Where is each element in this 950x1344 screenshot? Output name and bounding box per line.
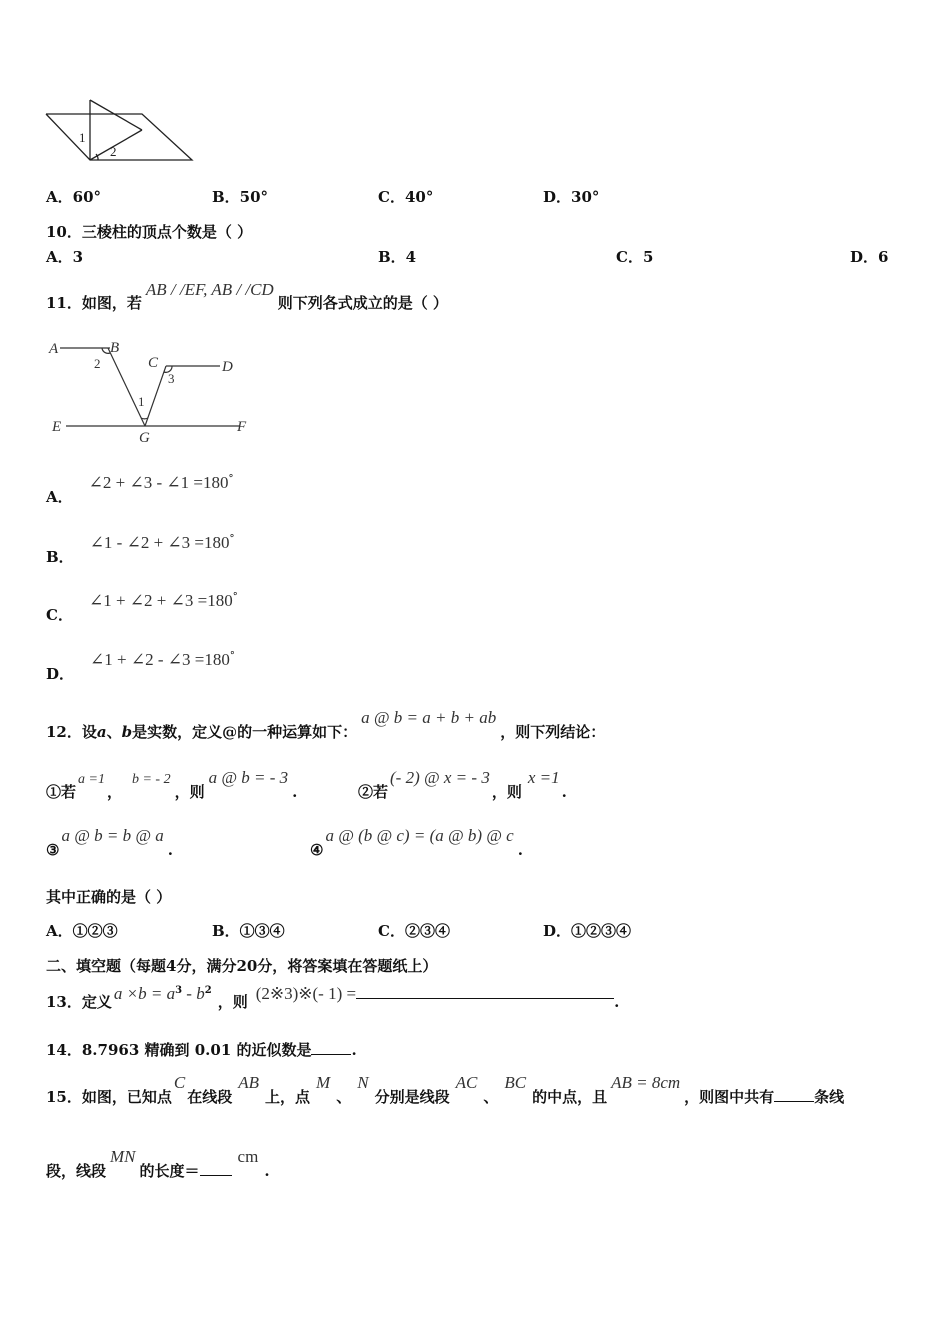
q12-s1-comma: ， xyxy=(106,783,122,801)
q11-option-b-degree: ° xyxy=(229,533,235,545)
q13-expr: (2※3)※(- 1) = xyxy=(255,984,357,1003)
q12-stem-mid: 是实数，定义@的一种运算如下： xyxy=(132,723,358,741)
q15-l2-pre: 段，线段 xyxy=(46,1162,107,1180)
q9-option-d[interactable]: D．30° xyxy=(543,188,600,206)
q12-statement-2 xyxy=(358,767,567,801)
q15-pre: 15．如图，已知点 xyxy=(46,1088,172,1106)
q15-line-2 xyxy=(46,1146,270,1180)
q15-answer-blank-2[interactable] xyxy=(200,1161,232,1176)
q10-option-c[interactable]: C．5 xyxy=(616,248,654,266)
q12-statement-1 xyxy=(46,767,298,801)
q12-var-a: a xyxy=(96,723,107,741)
q12-statement-4 xyxy=(310,826,523,859)
q11-option-c-degree: ° xyxy=(232,591,238,603)
q12-stem-pre: 12．设 xyxy=(46,723,97,741)
q12-correct-prompt: 其中正确的是（ ） xyxy=(46,888,172,906)
q15-t5: ，则图中共有 xyxy=(684,1088,775,1106)
q11-angle-1-arc xyxy=(141,418,148,419)
q11-option-a-expr: ∠2 + ∠3 - ∠1 =180 xyxy=(88,473,229,492)
q15-t3: 分别是线段 xyxy=(374,1088,450,1106)
q12-option-a[interactable]: A．①②③ xyxy=(46,922,118,940)
q9-parallelogram xyxy=(46,114,192,160)
q12-option-d[interactable]: D．①②③④ xyxy=(543,922,632,940)
q15-length: AB = 8cm xyxy=(611,1073,681,1092)
q11-label-f: F xyxy=(237,419,247,435)
q11-option-c[interactable] xyxy=(46,590,238,624)
q10-option-a[interactable]: A．3 xyxy=(46,248,84,266)
q11-condition: AB / /EF, AB / /CD xyxy=(145,280,274,299)
q15-sep-2: 、 xyxy=(483,1088,499,1106)
q10-option-d[interactable]: D．6 xyxy=(850,248,889,266)
q11-option-d-label: D． xyxy=(46,665,75,683)
q11-stem-post: 则下列各式成立的是（ ） xyxy=(277,294,448,312)
q13-def-mid: - b xyxy=(182,984,205,1003)
q12-s1-pre: ①若 xyxy=(46,783,77,801)
q15-t6: 条线 xyxy=(814,1088,845,1106)
q11-option-a[interactable] xyxy=(46,472,234,506)
q12-s4-period: . xyxy=(517,841,523,859)
q11-label-1: 1 xyxy=(138,394,145,409)
q12-s2-condition: (- 2) @ x = - 3 xyxy=(390,768,490,787)
q13-end: . xyxy=(614,993,620,1011)
q11-stem-pre: 11．如图，若 xyxy=(46,294,142,312)
q11-option-d[interactable] xyxy=(46,649,235,683)
q11-line-bg xyxy=(108,348,145,426)
q12-s2-then: ，则 xyxy=(491,783,522,801)
q11-label-2: 2 xyxy=(94,356,101,371)
q15-l2-mid: 的长度＝ xyxy=(139,1162,200,1180)
q15-answer-blank-1[interactable] xyxy=(774,1087,814,1102)
q15-unit: cm xyxy=(237,1147,259,1166)
q11-label-b: B xyxy=(110,340,120,356)
q10-stem: 10．三棱柱的顶点个数是（ ） xyxy=(46,223,253,241)
q15-point-c: C xyxy=(173,1073,186,1092)
q13-def-left: a ×b = a xyxy=(113,984,176,1003)
q13-answer-blank[interactable] xyxy=(356,984,614,999)
q11-option-b[interactable] xyxy=(46,532,235,566)
q13-pre: 13．定义 xyxy=(46,993,112,1011)
q11-option-b-expr: ∠1 - ∠2 + ∠3 =180 xyxy=(89,533,230,552)
q11-option-c-expr: ∠1 + ∠2 + ∠3 =180 xyxy=(88,591,233,610)
q15-point-n: N xyxy=(357,1073,369,1092)
q11-label-d: D xyxy=(222,359,233,375)
q12-s1-then: ，则 xyxy=(174,783,205,801)
q15-segment-ab: AB xyxy=(238,1073,260,1092)
q11-label-c: C xyxy=(148,355,159,371)
q15-segment-ac: AC xyxy=(455,1073,478,1092)
q12-s1-period: . xyxy=(292,783,298,801)
q12-s2-period: . xyxy=(561,783,567,801)
q9-option-c[interactable]: C．40° xyxy=(378,188,434,206)
q12-var-b: b xyxy=(121,723,133,741)
q13-def-exp2: 2 xyxy=(204,985,212,996)
q15-segment-mn: MN xyxy=(110,1147,136,1166)
q14-end: . xyxy=(351,1041,357,1059)
q9-figure xyxy=(40,94,200,166)
q9-triangle-top xyxy=(90,100,142,130)
q11-option-a-label: A． xyxy=(46,488,73,506)
q12-s4-expr: a @ (b @ c) = (a @ b) @ c xyxy=(325,826,514,845)
q12-statement-3 xyxy=(46,826,173,859)
q10-option-b[interactable]: B．4 xyxy=(378,248,417,266)
q11-label-e: E xyxy=(52,419,62,435)
q11-label-a: A xyxy=(49,341,59,357)
q13-then: ，则 xyxy=(217,993,248,1011)
q15-end: . xyxy=(264,1162,270,1180)
q12-definition: a @ b = a + b + ab xyxy=(361,708,497,727)
q11-label-3: 3 xyxy=(168,371,175,386)
q13 xyxy=(46,983,620,1011)
q15-t1: 在线段 xyxy=(187,1088,233,1106)
q14 xyxy=(46,1039,357,1060)
q11-option-d-expr: ∠1 + ∠2 - ∠3 =180 xyxy=(90,650,230,669)
q11-option-b-label: B． xyxy=(46,548,74,566)
q12-s1-b: b = - 2 xyxy=(131,772,171,787)
q12-s3-expr: a @ b = b @ a xyxy=(61,826,164,845)
q13-def-exp1: 3 xyxy=(175,985,183,996)
q12-option-b[interactable]: B．①③④ xyxy=(212,922,285,940)
q12-s1-result: a @ b = - 3 xyxy=(208,768,289,787)
q15-point-m: M xyxy=(316,1073,331,1092)
q12-s1-a: a =1 xyxy=(78,772,105,787)
q14-text: 14．8.7963 精确到 0.01 的近似数是 xyxy=(46,1041,312,1059)
q9-label-2: 2 xyxy=(110,144,117,159)
q11-line-cg xyxy=(145,366,166,426)
q9-option-a[interactable]: A．60° xyxy=(46,188,102,206)
q14-answer-blank[interactable] xyxy=(311,1040,351,1055)
q12-stem xyxy=(46,707,606,741)
q12-stem-post: ，则下列结论： xyxy=(500,723,606,741)
q15-line-1 xyxy=(46,1072,845,1106)
q12-s2-pre: ②若 xyxy=(358,783,389,801)
q15-sep: 、 xyxy=(336,1088,352,1106)
q12-s2-result: x =1 xyxy=(527,768,560,787)
q11-option-a-degree: ° xyxy=(228,473,234,485)
q11-stem xyxy=(46,279,448,312)
q12-option-c[interactable]: C．②③④ xyxy=(378,922,450,940)
q12-s3-pre: ③ xyxy=(46,841,60,859)
q9-option-b[interactable]: B．50° xyxy=(212,188,269,206)
section-heading-fill-blank: 二、填空题（每题4分，满分20分，将答案填在答题纸上） xyxy=(46,957,438,975)
q11-option-d-degree: ° xyxy=(229,650,235,662)
q15-t4: 的中点，且 xyxy=(532,1088,608,1106)
q11-figure xyxy=(44,334,259,446)
q9-label-1: 1 xyxy=(79,130,86,145)
q15-t2: 上，点 xyxy=(265,1088,311,1106)
q12-sep: 、 xyxy=(106,723,122,741)
q11-option-c-label: C． xyxy=(46,606,73,624)
q15-segment-bc: BC xyxy=(504,1073,527,1092)
q12-s4-pre: ④ xyxy=(310,841,324,859)
q12-s3-period: . xyxy=(167,841,173,859)
q11-label-g: G xyxy=(139,430,150,446)
